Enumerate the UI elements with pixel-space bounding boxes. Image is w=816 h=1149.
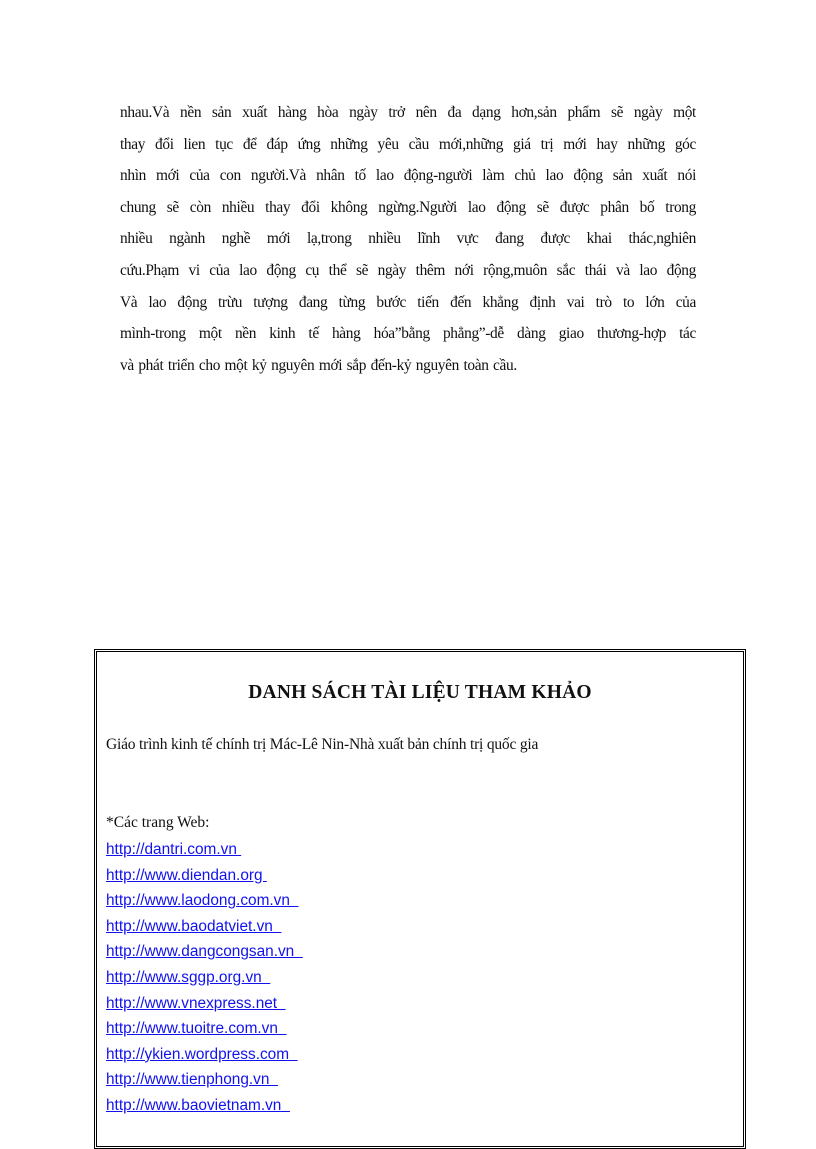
list-item [106, 914, 303, 940]
paragraph-line: chung sẽ còn nhiều thay đổi không ngừng.Người lao động sẽ được phân bố trong [120, 198, 696, 216]
reference-link-ykien[interactable]: http://ykien.wordpress.com [106, 1045, 298, 1063]
reference-link-sggp[interactable]: http://www.sggp.org.vn [106, 968, 271, 986]
reference-link-tienphong[interactable]: http://www.tienphong.vn [106, 1071, 278, 1089]
list-item [106, 1042, 303, 1068]
paragraph-line: nhau.Và nền sản xuất hàng hòa ngày trở nên đa dạng hơn,sản phẩm sẽ ngày một [120, 104, 696, 121]
list-item [106, 1016, 303, 1042]
reference-link-baovietnam[interactable]: http://www.baovietnam.vn [106, 1096, 290, 1114]
references-box [94, 649, 746, 1149]
reference-link-dangcongsan[interactable]: http://www.dangcongsan.vn [106, 943, 303, 961]
body-paragraph [120, 97, 696, 381]
list-item [106, 1093, 303, 1119]
paragraph-line: và phát triển cho một kỷ nguyên mới sắp đến-kỷ nguyên toàn cầu. [120, 356, 517, 374]
list-item [106, 1067, 303, 1093]
paragraph-line: nhiều ngành nghề mới lạ,trong nhiều lĩnh vực đang được khai thác,nghiên [120, 230, 696, 248]
reference-link-tuoitre[interactable]: http://www.tuoitre.com.vn [106, 1020, 287, 1038]
reference-link-list [106, 837, 303, 1119]
list-item [106, 888, 303, 914]
paragraph-line: thay đổi lien tục để đáp ứng những yêu cầu mới,những giá trị mới hay những góc [120, 135, 696, 153]
paragraph-line: nhìn mới của con người.Và nhân tố lao động-người làm chủ lao động sản xuất nói [120, 167, 696, 185]
web-sites-label: *Các trang Web: [106, 814, 210, 831]
list-item [106, 965, 303, 991]
reference-link-dantri[interactable]: http://dantri.com.vn [106, 841, 242, 858]
reference-book: Giáo trình kinh tế chính trị Mác-Lê Nin-Nhà xuất bản chính trị quốc gia [106, 736, 539, 753]
reference-link-baodatviet[interactable]: http://www.baodatviet.vn [106, 917, 282, 935]
paragraph-line: mình-trong một nền kinh tế hàng hóa”bằng phẳng”-dễ dàng giao thương-hợp tác [120, 325, 696, 343]
reference-link-vnexpress[interactable]: http://www.vnexpress.net [106, 994, 286, 1012]
list-item [106, 939, 303, 965]
references-title: DANH SÁCH TÀI LIỆU THAM KHẢO [248, 682, 592, 703]
reference-link-diendan[interactable]: http://www.diendan.org [106, 866, 267, 884]
list-item [106, 991, 303, 1017]
paragraph-line: cứu.Phạm vi của lao động cụ thể sẽ ngày thêm nới rộng,muôn sắc thái và lao động [120, 261, 696, 279]
list-item [106, 863, 303, 889]
list-item [106, 837, 303, 863]
reference-link-laodong[interactable]: http://www.laodong.com.vn [106, 892, 299, 910]
paragraph-line: Và lao động trừu tượng đang từng bước tiến đến khẳng định vai trò to lớn của [120, 293, 696, 311]
